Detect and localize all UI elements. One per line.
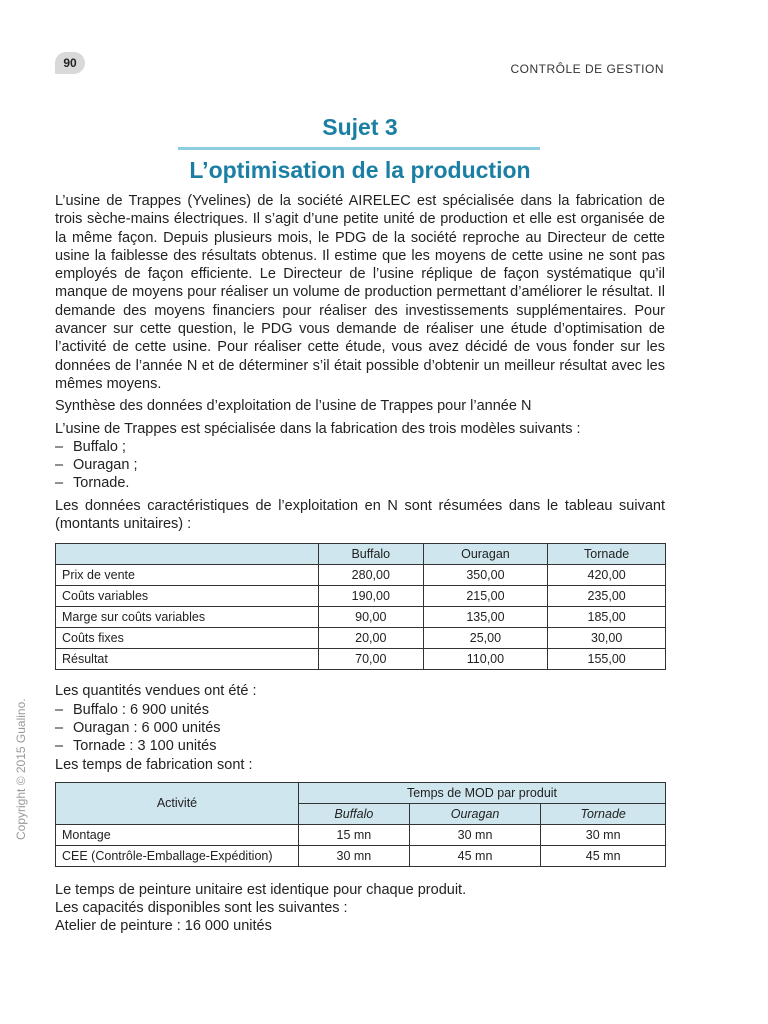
table-header-cell: Tornade [541,803,666,824]
table-row [56,824,666,845]
title-divider [178,147,540,150]
table-cell: CEE (Contrôle-Emballage-Expédition) [56,845,299,866]
table-row [56,628,666,649]
exploitation-table [55,543,666,670]
list-item: – Ouragan : 6 000 unités [55,719,665,737]
table-cell: 110,00 [423,649,548,670]
table-intro: Les données caractéristiques de l’exploitation en N sont résumées dans le tableau suivant (montants unitaires) : [55,497,665,533]
table-cell: 30 mn [409,824,541,845]
table-cell: 280,00 [319,565,424,586]
table-cell: 215,00 [423,586,548,607]
table-cell: 235,00 [548,586,666,607]
production-time-table [55,782,666,867]
table-cell: 30 mn [299,845,410,866]
list-item: – Ouragan ; [55,456,665,474]
table-row [56,649,666,670]
table-cell: Coûts fixes [56,628,319,649]
table-row [56,607,666,628]
list-item: – Tornade : 3 100 unités [55,737,665,755]
table-cell: Prix de vente [56,565,319,586]
page-title: L’optimisation de la production [189,157,531,183]
paint-capacity-line: Atelier de peinture : 16 000 unités [55,918,272,935]
table-cell: 45 mn [541,845,666,866]
table-header-cell: Activité [56,782,299,824]
copyright-notice: Copyright © 2015 Gualino. [14,698,28,840]
table-cell: Résultat [56,649,319,670]
times-intro: Les temps de fabrication sont : [55,756,253,773]
table-cell: 20,00 [319,628,424,649]
table-cell: 420,00 [548,565,666,586]
table-cell: 135,00 [423,607,548,628]
subject-heading: Sujet 3 [322,114,398,140]
table-cell: 70,00 [319,649,424,670]
table-cell: 185,00 [548,607,666,628]
table-cell: 30 mn [541,824,666,845]
table-cell: Montage [56,824,299,845]
table-cell: Coûts variables [56,586,319,607]
table-cell: 15 mn [299,824,410,845]
table-header-cell: Temps de MOD par produit [299,782,666,803]
running-head: CONTRÔLE DE GESTION [510,62,664,76]
table-cell: 155,00 [548,649,666,670]
table-header-cell [56,544,319,565]
table-cell: 30,00 [548,628,666,649]
quantities-intro: Les quantités vendues ont été : [55,683,257,700]
table-row [56,586,666,607]
table-header-row [56,782,666,803]
title-block [0,112,720,186]
table-cell: 350,00 [423,565,548,586]
paint-time-line: Le temps de peinture unitaire est identique pour chaque produit. [55,881,467,898]
table-row [56,565,666,586]
synthesis-line: Synthèse des données d’exploitation de l’usine de Trappes pour l’année N [55,398,532,415]
table-header-cell: Ouragan [423,544,548,565]
list-item: – Buffalo : 6 900 unités [55,701,665,719]
table-cell: 190,00 [319,586,424,607]
table-cell: 90,00 [319,607,424,628]
table-header-cell: Ouragan [409,803,541,824]
capacities-line: Les capacités disponibles sont les suivantes : [55,900,348,917]
page-number: 90 [55,52,85,74]
table-cell: Marge sur coûts variables [56,607,319,628]
table-cell: 25,00 [423,628,548,649]
intro-paragraph: L’usine de Trappes (Yvelines) de la société AIRELEC est spécialisée dans la fabrication de trois sèche-mains électriques. Il s’agit d’une petite unité de production et elle est organisée de la même façon. Depuis plusieurs mois, le PDG de la société reproche au Directeur de cette usine la faiblesse des résultats obtenus. Il estime que les moyens de cette usine ne sont pas employés de façon efficiente. Le Directeur de l’usine réplique de façon systématique qu’il manque de moyens pour réaliser un volume de production permettant d’améliorer le résultat. Il demande des moyens financiers pour réaliser des investissements supplémentaires. Pour avancer sur cette question, le PDG vous demande de réaliser une étude d’optimisation de l’activité de cette usine. Pour réaliser cette étude, vous avez décidé de vous fonder sur les données de l’année N et de déterminer s’il était possible d’obtenir un meilleur résultat avec les mêmes moyens. [55,193,665,392]
models-intro: L’usine de Trappes est spécialisée dans la fabrication des trois modèles suivants : [55,420,581,437]
list-item: – Tornade. [55,474,665,492]
models-list [55,438,665,493]
table-row [56,845,666,866]
quantities-list [55,701,665,756]
table-cell: 45 mn [409,845,541,866]
table-header-row [56,544,666,565]
table-header-cell: Tornade [548,544,666,565]
table-header-cell: Buffalo [299,803,410,824]
main-content [55,192,665,936]
list-item: – Buffalo ; [55,438,665,456]
table-header-cell: Buffalo [319,544,424,565]
